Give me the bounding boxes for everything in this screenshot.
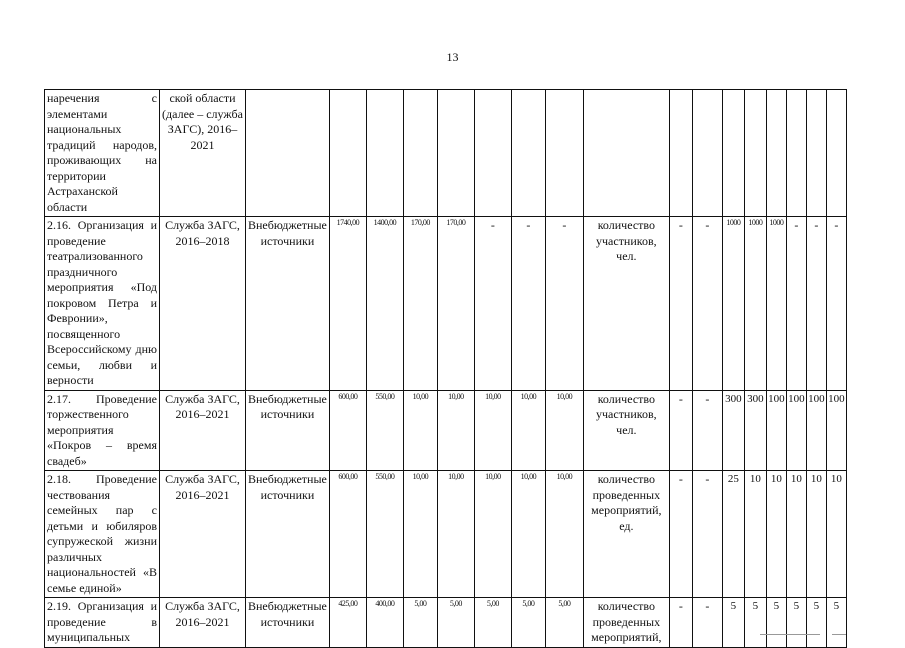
target-cell: - [806,217,826,391]
amount-cell: 10,00 [545,471,583,598]
activity-description: 2.16. Организация и проведение театрализованного праздничного мероприятия «Под покровом Петра и Февронии», посвященного Всероссийскому дню семьи, любви и верности [45,217,160,391]
target-cell: 5 [826,598,846,648]
target-cell: 5 [744,598,766,648]
amount-cell: 10,00 [545,390,583,471]
table-row [45,217,847,391]
amount-cell: 10,00 [437,390,474,471]
indicator-cell [583,90,669,217]
indicator-cell: количество проведенных мероприятий, [583,598,669,648]
funding-source-cell: Внебюджетные источники [246,598,330,648]
program-activities-table [44,89,847,648]
target-cell: 100 [786,390,806,471]
target-cell: 1000 [766,217,786,391]
amount-cell [366,90,403,217]
activity-description: 2.17. Проведение торжественного мероприятия «Покров – время свадеб» [45,390,160,471]
amount-cell: - [545,217,583,391]
target-cell: 5 [766,598,786,648]
target-cell: - [669,471,692,598]
target-cell: 5 [722,598,744,648]
amount-cell: 550,00 [366,471,403,598]
target-cell [826,90,846,217]
scan-artifact [832,634,846,635]
scan-artifact [760,634,820,635]
amount-cell [511,90,545,217]
amount-cell [403,90,437,217]
table-row [45,471,847,598]
amount-cell: - [474,217,511,391]
amount-cell: 425,00 [329,598,366,648]
target-cell: 300 [722,390,744,471]
amount-cell: 10,00 [474,471,511,598]
amount-cell: 600,00 [329,390,366,471]
indicator-cell: количество участников, чел. [583,390,669,471]
funding-source-cell: Внебюджетные источники [246,217,330,391]
amount-cell [545,90,583,217]
target-cell: 300 [744,390,766,471]
page-number: 13 [446,50,459,64]
amount-cell: 1400,00 [366,217,403,391]
target-cell: 100 [806,390,826,471]
amount-cell: 170,00 [403,217,437,391]
amount-cell: 10,00 [403,390,437,471]
funding-source-cell [246,90,330,217]
amount-cell: 5,00 [403,598,437,648]
amount-cell: 10,00 [511,471,545,598]
amount-cell [329,90,366,217]
activity-description: 2.18. Проведение чествования семейных пар с детьми и юбиляров супружеской жизни различных национальностей «В семье единой» [45,471,160,598]
target-cell [806,90,826,217]
target-cell: 1000 [722,217,744,391]
amount-cell: 1740,00 [329,217,366,391]
table-row [45,390,847,471]
funding-source-cell: Внебюджетные источники [246,471,330,598]
amount-cell: 5,00 [545,598,583,648]
target-cell: 10 [744,471,766,598]
target-cell: - [786,217,806,391]
target-cell: 10 [786,471,806,598]
target-cell: 1000 [744,217,766,391]
funding-source-cell: Внебюджетные источники [246,390,330,471]
amount-cell: 10,00 [403,471,437,598]
amount-cell: 550,00 [366,390,403,471]
amount-cell [437,90,474,217]
target-cell [722,90,744,217]
executor-cell: Служба ЗАГС, 2016–2021 [160,390,246,471]
target-cell [786,90,806,217]
target-cell: - [826,217,846,391]
executor-cell: Служба ЗАГС, 2016–2021 [160,598,246,648]
target-cell: - [692,217,722,391]
executor-cell: Служба ЗАГС, 2016–2021 [160,471,246,598]
amount-cell: 10,00 [437,471,474,598]
target-cell: 100 [826,390,846,471]
indicator-cell: количество участников, чел. [583,217,669,391]
target-cell: - [692,471,722,598]
target-cell: - [669,598,692,648]
amount-cell: 5,00 [511,598,545,648]
target-cell: 25 [722,471,744,598]
target-cell: - [669,390,692,471]
target-cell: 10 [806,471,826,598]
amount-cell: 10,00 [474,390,511,471]
target-cell [766,90,786,217]
executor-cell: ской области (далее – служба ЗАГС), 2016–2021 [160,90,246,217]
target-cell: 5 [806,598,826,648]
target-cell: 10 [826,471,846,598]
executor-cell: Служба ЗАГС, 2016–2018 [160,217,246,391]
amount-cell: 600,00 [329,471,366,598]
target-cell: 5 [786,598,806,648]
amount-cell: 10,00 [511,390,545,471]
target-cell: - [692,598,722,648]
amount-cell: 170,00 [437,217,474,391]
amount-cell: 400,00 [366,598,403,648]
target-cell [744,90,766,217]
activity-description: 2.19. Организация и проведение в муниципальных [45,598,160,648]
amount-cell: - [511,217,545,391]
target-cell: - [669,217,692,391]
amount-cell [474,90,511,217]
target-cell: - [692,390,722,471]
target-cell [669,90,692,217]
target-cell: 10 [766,471,786,598]
target-cell [692,90,722,217]
target-cell: 100 [766,390,786,471]
amount-cell: 5,00 [474,598,511,648]
amount-cell: 5,00 [437,598,474,648]
indicator-cell: количество проведенных мероприятий, ед. [583,471,669,598]
activity-description: наречения с элементами национальных традиций народов, проживающих на территории Астраханской области [45,90,160,217]
table-row [45,90,847,217]
